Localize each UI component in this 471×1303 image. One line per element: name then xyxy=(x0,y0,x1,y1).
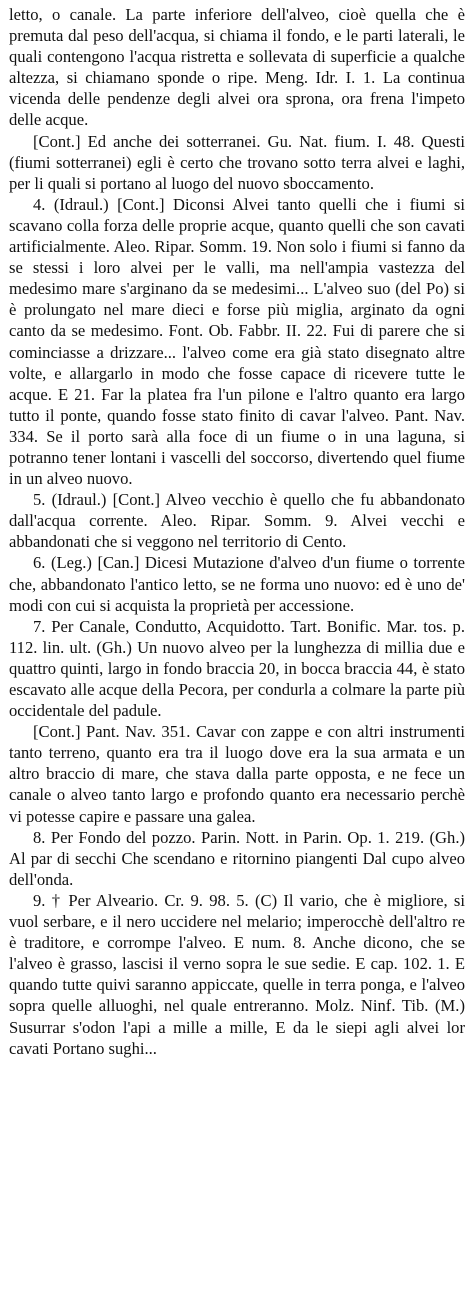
entry-paragraph-sense-5 xyxy=(9,489,465,552)
paragraph-text: letto, o canale. La parte inferiore dell'alveo, cioè quella che è premuta dal peso dell'acqua, si chiama il fondo, e le parti laterali, le quali contengono l'acqua ristretta e sollevata di superficie a qualche altezza, si chiamano sponde o ripe. Meng. Idr. I. 1. La continua vicenda delle pendenze degli alvei ora sprona, ora frena l'impeto delle acque. xyxy=(9,5,465,130)
paragraph-text: 6. (Leg.) [Can.] Dicesi Mutazione d'alveo d'un fiume o torrente che, abbandonato l'antico letto, se ne forma uno nuovo: ed è uno de' modi con cui si acquista la proprietà per accessione. xyxy=(9,553,465,615)
entry-paragraph-continuation xyxy=(9,4,465,131)
paragraph-text: [Cont.] Ed anche dei sotterranei. Gu. Nat. fium. I. 48. Questi (fiumi sotterranei) egli è certo che trovano sotto terra alvei e laghi, per li quali si portano al luogo del nuovo sboccamento. xyxy=(9,131,465,193)
paragraph-text: [Cont.] Pant. Nav. 351. Cavar con zappe e con altri instrumenti tanto terreno, quanto era tra il luogo dove era la sua armata e un altro braccio di mare, che stava dalla parte opposta, e ne fece un canale o alveo tanto largo e profondo quanto era necessario perchè vi potesse capire e passare una galea. xyxy=(9,722,465,826)
paragraph-text: 4. (Idraul.) [Cont.] Diconsi Alvei tanto quelli che i fiumi si scavano colla forza delle proprie acque, quanto quelli che son cavati artificialmente. Aleo. Ripar. Somm. 19. Non solo i fiumi si fanno da se stessi i loro alvei per le valli, ma nell'ampia vastezza del medesimo mare s'arginano da se medesimi... L'alveo suo (del Po) si è prolungato nel mare dieci e forse più miglia, arginato da ogni canto da se medesimo. Font. Ob. Fabbr. II. 22. Fui di parere che si cominciasse a drizzare... l'alveo come era già stato disegnato altre volte, e allargarlo in modo che fosse capace di ricevere tutte le acque. E 21. Far la platea fra l'un pilone e l'altro quanto era largo tutto il ponte, quando fosse stato finito di cavar l'alveo. Pant. Nav. 334. Se il porto sarà alla foce di un fiume o in una laguna, si potranno tener lontani i vascelli del soccorso, divertendo quel fiume in un alveo nuovo. xyxy=(9,194,465,489)
paragraph-text: 8. Per Fondo del pozzo. Parin. Nott. in Parin. Op. 1. 219. (Gh.) Al par di secchi Che scendano e ritornino piangenti Dal cupo alveo dell'onda. xyxy=(9,827,465,889)
entry-paragraph-subterranean xyxy=(9,131,465,194)
entry-paragraph-sense-7 xyxy=(9,616,465,721)
entry-paragraph-sense-6 xyxy=(9,552,465,615)
entry-paragraph-sense-9 xyxy=(9,890,465,1059)
paragraph-text: 9. † Per Alveario. Cr. 9. 98. 5. (C) Il vario, che è migliore, si vuol serbare, e il nero uccidere nel melario; imperocchè dell'altro re è traditore, e corrompe l'alveo. E num. 8. Anche dicono, che se l'alveo è grasso, lascisi il verno sopra le sue sedie. E cap. 102. 1. E quando tutte quivi saranno appiccate, quelle in terra ponga, e l'alveo sopra quelle alluoghi, nel quale entreranno. Molz. Ninf. Tib. (M.) Susurrar s'odon l'api a mille a mille, E da le siepi agli alvei lor cavati Portano sughi... xyxy=(9,890,465,1058)
entry-paragraph-sense-7-cont xyxy=(9,721,465,826)
paragraph-text: 5. (Idraul.) [Cont.] Alveo vecchio è quello che fu abbandonato dall'acqua corrente. Aleo. Ripar. Somm. 9. Alvei vecchi e abbandonati che si veggono nel territorio di Cento. xyxy=(9,490,465,552)
paragraph-text: 7. Per Canale, Condutto, Acquidotto. Tart. Bonific. Mar. tos. p. 112. lin. ult. (Gh.) Un nuovo alveo per la lunghezza di millia due e quattro quinti, largo in fondo braccia 20, in bocca braccia 44, è stato escavato alle acque della Pecora, per condurla a colmare la parte più occidentale del padule. xyxy=(9,616,465,721)
entry-paragraph-sense-8 xyxy=(9,827,465,890)
entry-paragraph-sense-4 xyxy=(9,194,465,489)
